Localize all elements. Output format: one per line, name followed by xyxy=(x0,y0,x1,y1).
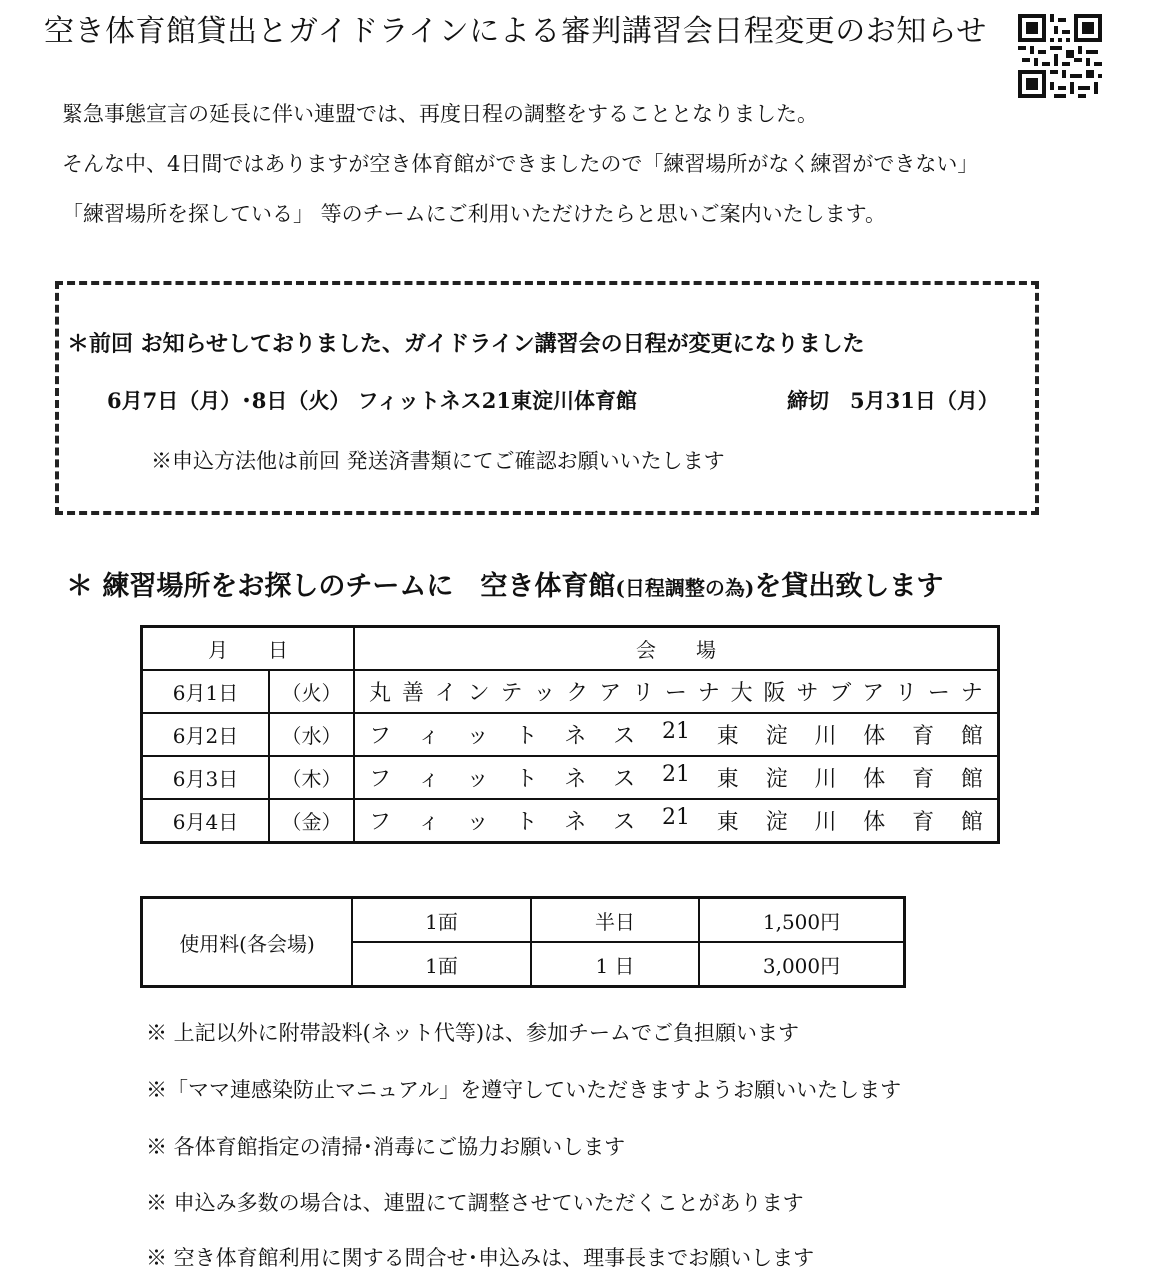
venue-char: ネ xyxy=(564,810,587,835)
document-title: 空き体育館貸出とガイドラインによる審判講習会日程変更のお知らせ xyxy=(44,14,987,49)
venue-char: ス xyxy=(613,724,636,749)
venue-char: ネ xyxy=(564,724,587,749)
venue-char: 東 xyxy=(716,767,739,792)
fee-price: 3,000円 xyxy=(699,942,905,987)
venue-char: 川 xyxy=(814,767,837,792)
venue-char: 育 xyxy=(912,810,935,835)
venue-schedule-table xyxy=(140,625,1000,844)
venue-char: ィ xyxy=(417,810,440,835)
venue-char: 育 xyxy=(912,724,935,749)
qr-code xyxy=(1018,14,1102,98)
venue-char: 淀 xyxy=(765,767,788,792)
venue-char: ト xyxy=(515,810,538,835)
row-venue xyxy=(354,799,999,843)
fee-label: 使用料(各会場) xyxy=(142,898,353,987)
notice-headline: ＊前回 お知らせしておりました、ガイドライン講習会の日程が変更になりました xyxy=(67,331,865,357)
row-venue xyxy=(354,670,999,713)
venue-char: フ xyxy=(369,767,392,792)
venue-char: 21 xyxy=(661,762,690,787)
venue-char: 館 xyxy=(960,724,983,749)
venue-char: 淀 xyxy=(765,724,788,749)
row-date: 6月3日 xyxy=(142,756,270,799)
venue-char: 育 xyxy=(912,767,935,792)
venue-char: フ xyxy=(369,810,392,835)
venue-char: イ xyxy=(434,681,457,706)
venue-char: ィ xyxy=(417,767,440,792)
row-date: 6月4日 xyxy=(142,799,270,843)
row-weekday: （火） xyxy=(269,670,354,713)
venue-char: ブ xyxy=(829,681,852,706)
row-weekday: （金） xyxy=(269,799,354,843)
table-row xyxy=(142,799,999,843)
row-weekday: （水） xyxy=(269,713,354,756)
note-item: ※ 上記以外に附帯設料(ネット代等)は、参加チームでご負担願います xyxy=(146,1021,800,1045)
venue-char: ト xyxy=(515,724,538,749)
usage-fee-table xyxy=(140,896,906,988)
header-date: 月 日 xyxy=(142,627,355,671)
venue-char: 善 xyxy=(401,681,424,706)
rental-heading-end: を貸出致します xyxy=(754,571,944,602)
venue-char: ッ xyxy=(533,681,556,706)
rental-heading xyxy=(66,564,943,603)
venue-char: ー xyxy=(664,681,687,706)
fee-court-unit: 1面 xyxy=(352,942,531,987)
note-item: ※ 各体育館指定の清掃･消毒にご協力お願いします xyxy=(146,1135,626,1159)
venue-char: 21 xyxy=(661,719,690,744)
venue-char: ス xyxy=(613,810,636,835)
venue-char: 阪 xyxy=(763,681,786,706)
venue-char: 東 xyxy=(716,724,739,749)
intro-line: そんな中、4日間ではありますが空き体育館ができましたので「練習場所がなく練習ができない」 xyxy=(62,152,979,176)
venue-char: 体 xyxy=(863,810,886,835)
venue-char: テ xyxy=(500,681,523,706)
notice-application-note: ※申込方法他は前回 発送済書類にてご確認お願いいたします xyxy=(151,449,725,473)
row-venue xyxy=(354,713,999,756)
venue-char: 21 xyxy=(661,805,690,830)
venue-char: ト xyxy=(515,767,538,792)
rental-heading-main: ＊ 練習場所をお探しのチームに 空き体育館 xyxy=(66,571,616,602)
venue-char: フ xyxy=(369,724,392,749)
table-header-row xyxy=(142,627,999,671)
venue-char: 淀 xyxy=(765,810,788,835)
venue-char: 館 xyxy=(960,810,983,835)
venue-char: ネ xyxy=(564,767,587,792)
venue-char: ナ xyxy=(697,681,720,706)
venue-char: 館 xyxy=(960,767,983,792)
fee-price: 1,500円 xyxy=(699,898,905,943)
table-row xyxy=(142,898,905,943)
venue-char: 川 xyxy=(814,810,837,835)
fee-duration: 1 日 xyxy=(531,942,699,987)
fee-court-unit: 1面 xyxy=(352,898,531,943)
venue-char: ッ xyxy=(466,767,489,792)
venue-char: ッ xyxy=(466,724,489,749)
notice-deadline: 締切 5月31日（月） xyxy=(787,388,999,413)
table-row xyxy=(142,713,999,756)
intro-line: 「練習場所を探している」 等のチームにご利用いただけたらと思いご案内いたします。 xyxy=(62,202,886,226)
venue-char: 丸 xyxy=(369,681,392,706)
intro-line: 緊急事態宣言の延長に伴い連盟では、再度日程の調整をすることとなりました。 xyxy=(62,102,818,126)
header-venue: 会 場 xyxy=(354,627,999,671)
venue-char: ア xyxy=(862,681,885,706)
row-weekday: （木） xyxy=(269,756,354,799)
venue-char: 川 xyxy=(814,724,837,749)
table-row xyxy=(142,756,999,799)
rental-heading-note: (日程調整の為) xyxy=(615,576,755,600)
row-venue xyxy=(354,756,999,799)
venue-char: リ xyxy=(632,681,655,706)
venue-char: ン xyxy=(467,681,490,706)
note-item: ※ 申込み多数の場合は、連盟にて調整させていただくことがあります xyxy=(146,1191,804,1215)
note-item: ※ 空き体育館利用に関する問合せ･申込みは、理事長までお願いします xyxy=(146,1246,815,1270)
venue-char: 大 xyxy=(730,681,753,706)
venue-char: ナ xyxy=(960,681,983,706)
row-date: 6月1日 xyxy=(142,670,270,713)
fee-duration: 半日 xyxy=(531,898,699,943)
schedule-change-notice xyxy=(55,281,1039,515)
venue-char: ィ xyxy=(417,724,440,749)
venue-char: サ xyxy=(796,681,819,706)
venue-char: 体 xyxy=(863,724,886,749)
table-row xyxy=(142,670,999,713)
venue-char: 体 xyxy=(863,767,886,792)
venue-char: ッ xyxy=(466,810,489,835)
venue-char: ク xyxy=(566,681,589,706)
notice-date-venue: 6月7日（月）･8日（火） フィットネス21東淀川体育館 xyxy=(107,388,637,413)
note-item: ※「ママ連感染防止マニュアル」を遵守していただきますようお願いいたします xyxy=(146,1078,902,1102)
venue-char: リ xyxy=(895,681,918,706)
venue-char: ー xyxy=(927,681,950,706)
row-date: 6月2日 xyxy=(142,713,270,756)
venue-char: 東 xyxy=(716,810,739,835)
venue-char: ア xyxy=(599,681,622,706)
venue-char: ス xyxy=(613,767,636,792)
